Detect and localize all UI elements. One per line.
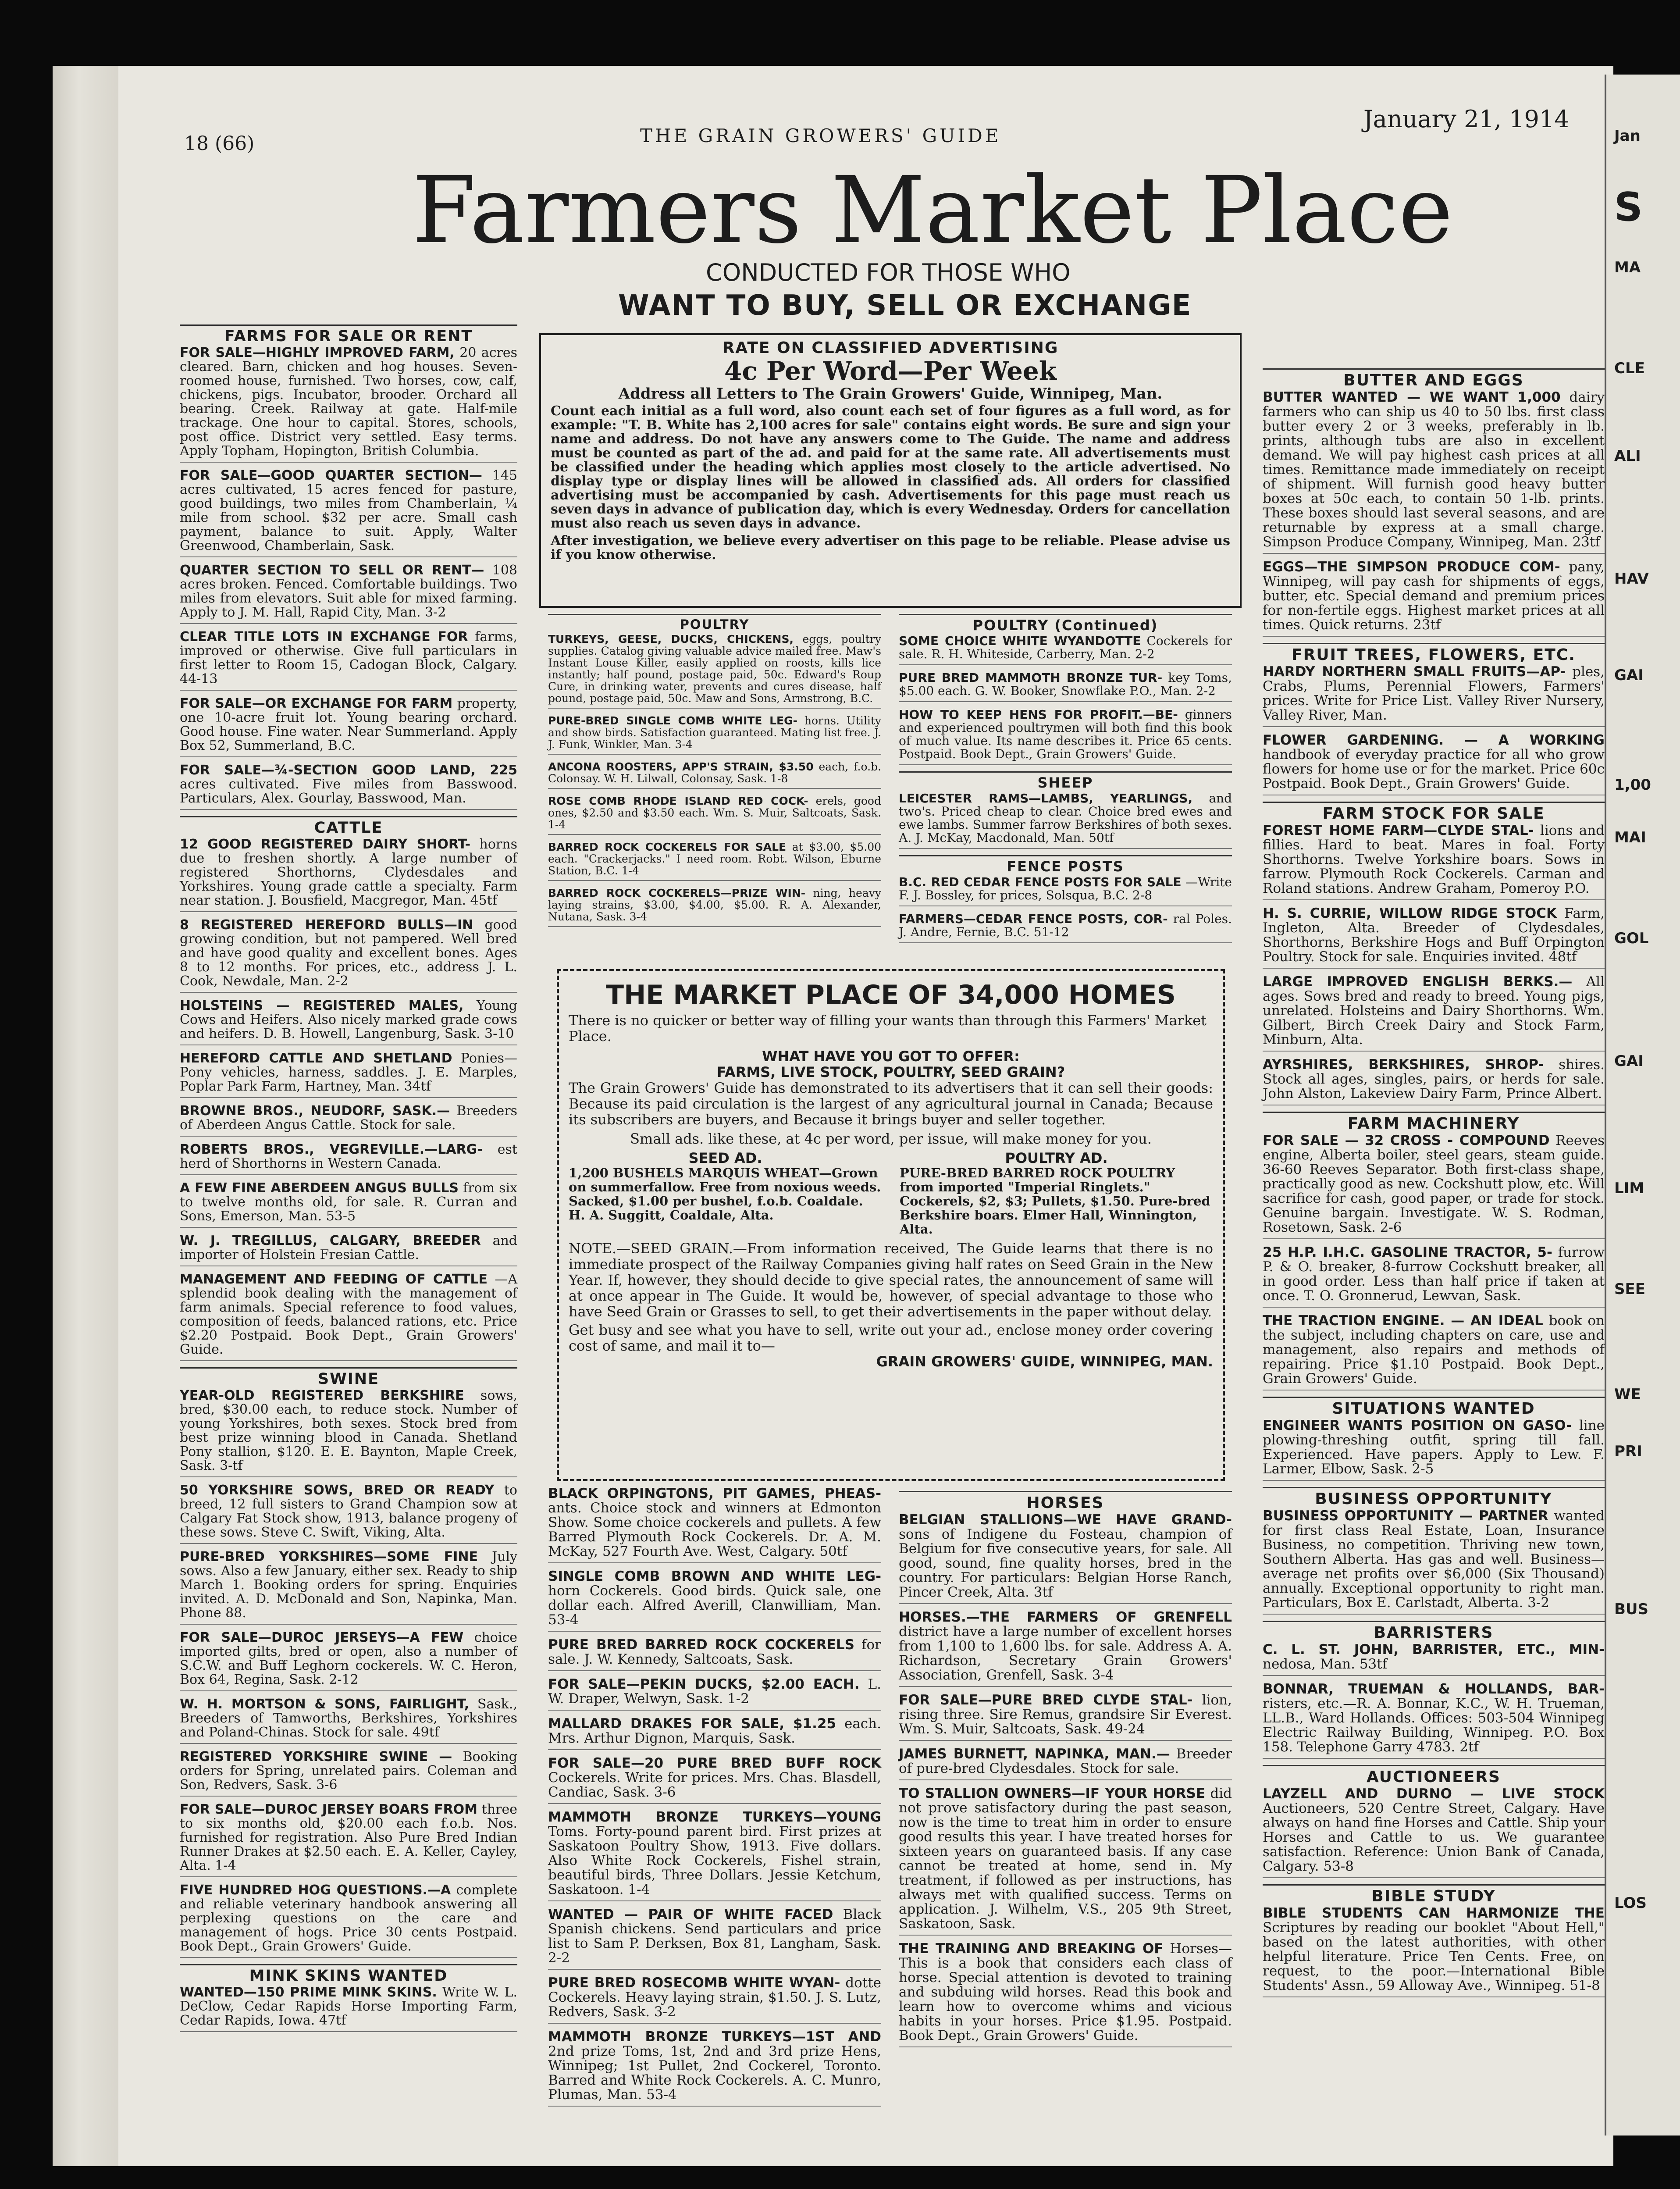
classified-ad <box>180 1483 517 1544</box>
ad-text: dairy farmers who can ship us 40 to 50 lbs. first class butter every 2 or 3 weeks, preferably in lb. prints, although tubs are also in excellent demand. We will pay highest cash prices at all times. Remittance made immediately on receipt of shipment. Will furnish good heavy butter boxes at 50c each, to contain 50 1-lb. prints. These boxes should last several seasons, and are returnable by express at a small charge. Simpson Produce Company, Winnipeg, Man. 23tf <box>1263 389 1605 550</box>
section-heading: FARMS FOR SALE OR RENT <box>180 324 517 343</box>
adjacent-page-text: GOL <box>1614 930 1649 947</box>
poultry-ad-title: POULTRY AD. <box>1005 1150 1108 1166</box>
market-note: NOTE.—SEED GRAIN.—From information received, The Guide learns that there is no immediate prospect of the Railway Companies giving half rates on Seed Grain in the New Year. If, however, they should decide to give special rates, the announcement of same will at once appear in The Guide. It would be, however, of special advantage to those who have Seed Grain or Grasses to sell, to get their advertisements in the paper without delay. <box>569 1240 1213 1320</box>
classified-ad <box>180 1883 517 1958</box>
ad-lead: QUARTER SECTION TO SELL OR RENT— <box>180 563 484 578</box>
classified-ad <box>180 999 517 1045</box>
section-heading: BARRISTERS <box>1263 1621 1605 1640</box>
ad-text: book on the subject, including chapters on care, use and management, also repairs and methods of repairing. Price $1.10 Postpaid. Book Dept., Grain Growers' Guide. <box>1263 1313 1605 1387</box>
ad-lead: FLOWER GARDENING. — A WORKING <box>1263 732 1605 748</box>
ad-text: Reeves engine, Alberta boiler, steel gears, steam guide. 36-60 Reeves Separator. Both first-class shape, practically good as new. Cockshutt plow, etc. Will sacrifice for cash, good paper, or trade for stock. Genuine bargain. Investigate. W. S. Rodman, Rosetown, Sask. 2-6 <box>1263 1133 1605 1235</box>
ad-lead: BARRED ROCK COCKERELS FOR SALE <box>548 841 787 853</box>
column-4 <box>1263 364 1605 2004</box>
classified-ad <box>180 1052 517 1098</box>
ad-lead: 25 H.P. I.H.C. GASOLINE TRACTOR, 5- <box>1263 1244 1552 1260</box>
ad-text: Auctioneers, 520 Centre Street, Calgary. Have always on hand fine Horses and Cattle. Ship your Horses and Cattle to us. We guarantee satisfaction. Reference: Union Bank of Canada, Calgary. 53-8 <box>1263 1800 1605 1874</box>
market-signature: GRAIN GROWERS' GUIDE, WINNIPEG, MAN. <box>876 1353 1213 1370</box>
adjacent-page-text: CLE <box>1614 360 1645 377</box>
page-subtitle: CONDUCTED FOR THOSE WHO <box>706 259 1071 286</box>
classified-ad <box>548 2030 881 2107</box>
page-edge <box>53 66 118 2166</box>
classified-ad <box>899 913 1232 943</box>
ad-lead: JAMES BURNETT, NAPINKA, MAN.— <box>899 1746 1170 1762</box>
issue-date: January 21, 1914 <box>1363 105 1570 133</box>
ad-text: each. Mrs. Arthur Dignon, Marquis, Sask. <box>548 1716 881 1746</box>
classified-ad <box>899 671 1232 702</box>
section-heading: MINK SKINS WANTED <box>180 1964 517 1983</box>
classified-ad <box>899 1610 1232 1687</box>
classified-ad <box>1263 975 1605 1052</box>
classified-ad <box>180 1104 517 1137</box>
market-question: WHAT HAVE YOU GOT TO OFFER: <box>762 1048 1020 1065</box>
rate-footer: After investigation, we believe every advertiser on this page to be reliable. Please advise us if you know otherwise. <box>551 533 1230 563</box>
ad-text: to breed, 12 full sisters to Grand Champion sow at Calgary Fat Stock show, 1913, balance progeny of these sows. Steve C. Swift, Viking, Alta. <box>180 1483 517 1540</box>
classified-ad <box>899 1513 1232 1604</box>
adjacent-page-text: SEE <box>1614 1280 1645 1298</box>
ad-lead: ENGINEER WANTS POSITION ON GASO- <box>1263 1418 1572 1433</box>
ad-lead: HOLSTEINS — REGISTERED MALES, <box>180 998 464 1013</box>
classified-ad <box>548 1638 881 1671</box>
ad-lead: MANAGEMENT AND FEEDING OF CATTLE <box>180 1272 488 1287</box>
classified-ad <box>1263 1134 1605 1239</box>
classified-ad <box>548 795 881 835</box>
ad-text: Horses—This is a book that considers each class of horse. Special attention is devoted to training and subduing wild horses. Read this book and learn how to overcome whims and vicious habits in your horses. Price $1.95. Postpaid. Book Dept., Grain Growers' Guide. <box>899 1941 1232 2043</box>
classified-ad <box>180 1803 517 1877</box>
adjacent-page-text: S <box>1614 184 1643 230</box>
rate-address: Address all Letters to The Grain Growers' Guide, Winnipeg, Man. <box>618 385 1163 403</box>
ad-text: 20 acres cleared. Barn, chicken and hog houses. Seven-roomed house, furnished. Two horses, cow, calf, chickens, pigs. Incubator, brooder. Orchard all bearing. Creek. Railway at gate. Half-mile trackage. One hour to capital. Stores, schools, post office. District very settled. Easy terms. Apply Topham, Hopington, British Columbia. <box>180 345 517 459</box>
ad-lead: FOR SALE—PEKIN DUCKS, $2.00 EACH. <box>548 1676 860 1692</box>
section-heading: POULTRY <box>548 614 881 631</box>
classified-ad <box>1263 1643 1605 1676</box>
ad-lead: SOME CHOICE WHITE WYANDOTTE <box>899 634 1141 648</box>
ad-text: ginners and experienced poultrymen will both find this book of much value. Its name describes it. Price 65 cents. Postpaid. Book Dept., Grain Growers' Guide. <box>899 707 1232 761</box>
column-3-lower <box>899 1487 1232 2054</box>
ad-text: Young Cows and Heifers. Also nicely marked grade cows and heifers. D. B. Howell, Langenburg, Sask. 3-10 <box>180 998 517 1041</box>
ad-text: Cockerels for sale. R. H. Whiteside, Carberry, Man. 2-2 <box>899 634 1232 661</box>
ad-lead: BIBLE STUDENTS CAN HARMONIZE THE <box>1263 1905 1605 1921</box>
section-heading: BUSINESS OPPORTUNITY <box>1263 1487 1605 1506</box>
classified-ad <box>548 841 881 881</box>
classified-ad <box>548 1677 881 1711</box>
ad-lead: REGISTERED YORKSHIRE SWINE — <box>180 1749 452 1765</box>
classified-ad <box>180 1550 517 1625</box>
seed-ad-title: SEED AD. <box>688 1150 762 1166</box>
ad-text: district have a large number of excellent horses from 1,100 to 1,600 lbs. for sale. Address A. A. Richardson, Secretary Grain Growers' Association, Grenfell, Sask. 3-4 <box>899 1624 1232 1683</box>
ad-text: Cockerels. Write for prices. Mrs. Chas. Blasdell, Candiac, Sask. 3-6 <box>548 1770 881 1800</box>
section-heading: BUTTER AND EGGS <box>1263 368 1605 388</box>
classified-ad <box>1263 906 1605 969</box>
ad-text: July sows. Also a few January, either sex. Ready to ship March 1. Booking orders for spring. Enquiries invited. A. D. McDonald and Son, Napinka, Man. Phone 88. <box>180 1549 517 1621</box>
market-closing: Get busy and see what you have to sell, write out your ad., enclose money order covering cost of same, and mail it to— <box>569 1322 1213 1354</box>
ad-text: Sask., Breeders of Tamworths, Berkshires, Yorkshires and Poland-Chinas. Stock for sale. 49tf <box>180 1697 517 1740</box>
ad-text: key Toms, $5.00 each. G. W. Booker, Snowflake P.O., Man. 2-2 <box>899 670 1232 698</box>
ad-text: each, f.o.b. Colonsay. W. H. Lilwall, Colonsay, Sask. 1-8 <box>548 760 881 785</box>
ad-lead: SINGLE COMB BROWN AND WHITE LEG- <box>548 1569 881 1584</box>
classified-ad <box>899 1693 1232 1741</box>
ad-lead: WANTED—150 PRIME MINK SKINS. <box>180 1985 437 2000</box>
seed-sample <box>569 1150 882 1236</box>
page-number: 18 (66) <box>184 132 255 155</box>
classified-ad <box>180 838 517 912</box>
classified-ad <box>180 1273 517 1361</box>
adjacent-page-text: WE <box>1614 1386 1641 1403</box>
ad-text: horns. Utility and show birds. Satisfaction guaranteed. Mating list free. J. J. Funk, Winkler, Man. 3-4 <box>548 714 881 751</box>
classified-ad <box>548 1756 881 1804</box>
ad-lead: ROBERTS BROS., VEGREVILLE.—LARG- <box>180 1142 483 1157</box>
adjacent-page-text: GAI <box>1614 667 1644 684</box>
ad-lead: BARRED ROCK COCKERELS—PRIZE WIN- <box>548 887 806 899</box>
adjacent-page-text: PRI <box>1614 1443 1642 1460</box>
ad-lead: THE TRAINING AND BREAKING OF <box>899 1941 1164 1957</box>
section-heading: FRUIT TREES, FLOWERS, ETC. <box>1263 643 1605 662</box>
ad-lead: EGGS—THE SIMPSON PRODUCE COM- <box>1263 559 1560 575</box>
ad-lead: LAYZELL AND DURNO — LIVE STOCK <box>1263 1786 1605 1802</box>
ad-lead: BELGIAN STALLIONS—WE HAVE GRAND- <box>899 1512 1232 1528</box>
adjacent-page-text: GAI <box>1614 1052 1644 1070</box>
ad-lead: C. L. ST. JOHN, BARRISTER, ETC., MIN- <box>1263 1642 1605 1658</box>
classified-ad <box>1263 733 1605 795</box>
classified-ad <box>180 1234 517 1266</box>
ad-lead: FOR SALE—GOOD QUARTER SECTION— <box>180 468 482 483</box>
ad-lead: 12 GOOD REGISTERED DAIRY SHORT- <box>180 837 471 852</box>
ad-text: at $3.00, $5.00 each. "Crackerjacks." I need room. Robt. Wilson, Eburne Station, B.C. 1-4 <box>548 841 882 877</box>
adjacent-page-text: MA <box>1614 259 1641 276</box>
classified-ad <box>548 1907 881 1970</box>
section-heading: SITUATIONS WANTED <box>1263 1397 1605 1416</box>
poultry-sample <box>900 1150 1213 1236</box>
classified-ad <box>548 715 881 755</box>
column-2 <box>548 610 881 933</box>
market-small: Small ads. like these, at 4c per word, per issue, will make money for you. <box>630 1130 1152 1147</box>
ad-text: ants. Choice stock and winners at Edmonton Show. Some choice cockerels and pullets. A few Barred Plymouth Rock Cockerels. Dr. A. M. McKay, 527 Fourth Ave. West, Calgary. 50tf <box>548 1500 881 1559</box>
classified-ad <box>180 1986 517 2032</box>
ad-lead: B.C. RED CEDAR FENCE POSTS FOR SALE <box>899 875 1182 889</box>
ad-text: good growing condition, but not pampered. Well bred and have good quality and excellent bones. Ages 8 to 12 months. For prices, etc., address J. L. Cook, Newdale, Man. 2-2 <box>180 917 517 989</box>
section-heading: SHEEP <box>899 771 1232 789</box>
adjacent-page-text: BUS <box>1614 1601 1649 1618</box>
classified-ad <box>1263 1509 1605 1615</box>
ad-lead: FOR SALE—PURE BRED CLYDE STAL- <box>899 1692 1193 1708</box>
section-heading: BIBLE STUDY <box>1263 1884 1605 1904</box>
ad-text: risters, etc.—R. A. Bonnar, K.C., W. H. Trueman, LL.B., Ward Hollands. Offices: 503-504 Winnipeg Electric Railway Building, Winnipeg. P.O. Box 158. Telephone Garry 4783. 2tf <box>1263 1696 1605 1755</box>
classified-ad <box>899 635 1232 665</box>
ad-lead: 50 YORKSHIRE SOWS, BRED OR READY <box>180 1483 495 1498</box>
ad-text: lions and fillies. Hard to beat. Mares in foal. Forty Shorthorns. Twelve Yorkshire boars. Sows in farrow. Plymouth Rock Cockerels. Carman and Roland stations. Andrew Graham, Pomeroy P.O. <box>1263 823 1605 896</box>
section-heading: SWINE <box>180 1367 517 1386</box>
ad-lead: FOR SALE — 32 CROSS - COMPOUND <box>1263 1133 1550 1148</box>
adjacent-page-text: Jan <box>1614 127 1641 145</box>
classified-ad <box>180 1181 517 1228</box>
classified-ad <box>1263 824 1605 900</box>
market-title: THE MARKET PLACE OF 34,000 HOMES <box>606 980 1176 1010</box>
ad-text: L. W. Draper, Welwyn, Sask. 1-2 <box>548 1676 881 1707</box>
market-offer: FARMS, LIVE STOCK, POULTRY, SEED GRAIN? <box>716 1064 1065 1080</box>
ad-text: ning, heavy laying strains, $3.00, $4.00, $5.00. R. A. Alexander, Nutana, Sask. 3-4 <box>548 887 881 923</box>
ad-lead: HARDY NORTHERN SMALL FRUITS—AP- <box>1263 664 1566 680</box>
classified-ad <box>180 346 517 463</box>
adjacent-page-edge <box>1605 75 1680 2136</box>
ad-text: property, one 10-acre fruit lot. Young bearing orchard. Good house. Fine water. Near Summerland. Apply Box 52, Summerland, B.C. <box>180 696 517 753</box>
adjacent-page-text: HAV <box>1614 570 1649 588</box>
classified-ad <box>180 630 517 691</box>
ad-lead: ANCONA ROOSTERS, APP'S STRAIN, $3.50 <box>548 760 814 773</box>
adjacent-page-text: ALI <box>1614 447 1641 465</box>
section-heading: AUCTIONEERS <box>1263 1765 1605 1784</box>
ad-lead: LARGE IMPROVED ENGLISH BERKS.— <box>1263 974 1573 990</box>
ad-text: Toms. Forty-pound parent bird. First prizes at Saskatoon Poultry Show, 1913. Five dollars. Also White Rock Cockerels, Fishel strain, beautiful birds, Three Dollars. Jessie Ketchum, Saskatoon. 1-4 <box>548 1824 881 1897</box>
classified-ad <box>899 1786 1232 1936</box>
ad-text: horn Cockerels. Good birds. Quick sale, one dollar each. Alfred Averill, Clanwilliam, Man. 53-4 <box>548 1583 881 1628</box>
poultry-ad-text: PURE-BRED BARRED ROCK POULTRY from imported "Imperial Ringlets." Cockerels, $2, $3; Pullets, $1.50. Pure-bred Berkshire boars. Elmer Hall, Winnington, Alta. <box>900 1166 1210 1237</box>
ad-lead: ROSE COMB RHODE ISLAND RED COCK- <box>548 795 808 807</box>
ad-lead: BONNAR, TRUEMAN & HOLLANDS, BAR- <box>1263 1681 1605 1697</box>
ad-text: Write W. L. DeClow, Cedar Rapids Horse Importing Farm, Cedar Rapids, Iowa. 47tf <box>180 1985 517 2028</box>
ad-text: —Write F. J. Bossley, for prices, Solsqua, B.C. 2-8 <box>899 875 1232 902</box>
rate-box <box>539 333 1242 608</box>
classified-ad <box>548 1717 881 1750</box>
classified-ad <box>899 876 1232 906</box>
ad-lead: BUSINESS OPPORTUNITY — PARTNER <box>1263 1508 1548 1524</box>
ad-text: pany, Winnipeg, will pay cash for shipments of eggs, butter, etc. Special demand and premium prices for non-fertile eggs. Highest market prices at all times. Quick returns. 23tf <box>1263 559 1605 633</box>
ad-text: 145 acres cultivated, 15 acres fenced for pasture, good buildings, two miles from Chamberlain, ¼ mile from school. $32 per acre. Small cash payment, balance to suit. Apply, Walter Greenwood, Chamberlain, Sask. <box>180 468 518 553</box>
ad-lead: PURE-BRED SINGLE COMB WHITE LEG- <box>548 714 798 727</box>
classified-ad <box>548 1569 881 1632</box>
ad-text: All ages. Sows bred and ready to breed. Young pigs, unrelated. Holsteins and Dairy Shorthorns. Wm. Gilbert, Birch Creek Dairy and Stock Farm, Minburn, Alta. <box>1263 974 1605 1048</box>
ad-text: wanted for first class Real Estate, Loan, Insurance Business, no competition. Thriving new town, Southern Alberta. Has gas and well. Business—average net profits over $6,000 (Six Thousand) annually. Exceptional opportunity to right man. Particulars, Box E. Carlstadt, Alberta. 3-2 <box>1263 1508 1605 1611</box>
classified-ad <box>180 1750 517 1797</box>
ad-text: Breeders of Aberdeen Angus Cattle. Stock for sale. <box>180 1103 518 1133</box>
classified-ad <box>180 1697 517 1744</box>
ad-text: Booking orders for Spring, unrelated pairs. Coleman and Son, Redvers, Sask. 3-6 <box>180 1749 517 1793</box>
ad-lead: FOREST HOME FARM—CLYDE STAL- <box>1263 823 1534 838</box>
ad-text: 108 acres broken. Fenced. Comfortable buildings. Two miles from elevators. Suit able for mixed farming. Apply to J. M. Hall, Rapid City, Man. 3-2 <box>180 563 517 620</box>
rate-heading: RATE ON CLASSIFIED ADVERTISING <box>722 339 1059 357</box>
ad-text: line plowing-threshing outfit, spring till fall. Experienced. Have papers. Apply to Lew. F. Larmer, Elbow, Sask. 2-5 <box>1263 1418 1605 1477</box>
ad-lead: FIVE HUNDRED HOG QUESTIONS.—A <box>180 1882 451 1898</box>
classified-ad <box>1263 1419 1605 1481</box>
ad-text: horns due to freshen shortly. A large number of registered Shorthorns, Clydesdales and Yorkshires. Young grade cattle a specialty. Farm near station. J. Bousfield, Macgregor, Man. 45tf <box>180 837 517 908</box>
ad-lead: BLACK ORPINGTONS, PIT GAMES, PHEAS- <box>548 1486 881 1501</box>
ad-lead: HORSES.—THE FARMERS OF GRENFELL <box>899 1609 1232 1625</box>
seed-ad-text: 1,200 BUSHELS MARQUIS WHEAT—Grown on summerfallow. Free from noxious weeds. Sacked, $1.00 per bushel, f.o.b. Coaldale. H. A. Suggitt, Coaldale, Alta. <box>569 1166 881 1223</box>
ad-text: Black Spanish chickens. Send particulars and price list to Sam P. Derksen, Box 81, Langham, Sask. 2-2 <box>548 1907 881 1966</box>
ad-text: and importer of Holstein Fresian Cattle. <box>180 1233 517 1262</box>
ad-lead: W. H. MORTSON & SONS, FAIRLIGHT, <box>180 1697 470 1712</box>
ad-text: Ponies—Pony vehicles, harness, saddles. J. E. Marples, Poplar Park Farm, Hartney, Man. 34tf <box>180 1051 517 1094</box>
page-tagline: WANT TO BUY, SELL OR EXCHANGE <box>618 289 1192 322</box>
ad-lead: PURE BRED MAMMOTH BRONZE TUR- <box>899 670 1163 685</box>
classified-ad <box>1263 1314 1605 1390</box>
ad-text: furrow P. & O. breaker, 8-furrow Cockshutt breaker, all in good order. Less than half price if taken at once. T. O. Gronnerud, Lewvan, Sask. <box>1263 1244 1605 1304</box>
ad-text: choice imported gilts, bred or open, also a number of S.C.W. and Buff Leghorn cockerels. W. C. Heron, Box 64, Regina, Sask. 2-12 <box>180 1630 517 1687</box>
classified-ad <box>180 563 517 624</box>
classified-ad <box>1263 1245 1605 1308</box>
classified-ad <box>180 1143 517 1175</box>
ad-text: did not prove satisfactory during the past season, now is the time to treat him in order to ensure good results this year. I have treated horses for sixteen years on guaranteed basis. If any case cannot be treated at home, send in. My treatment, if followed as per instructions, has always met with qualified success. Terms on application. J. Wilhelm, V.S., 205 9th Street, Saskatoon, Sask. <box>899 1786 1232 1932</box>
classified-ad <box>1263 1682 1605 1759</box>
ad-lead: FOR SALE—¾-SECTION GOOD LAND, 225 <box>180 763 517 778</box>
ad-text: —A splendid book dealing with the management of farm animals. Special reference to food values, composition of feeds, balanced rations, etc. Price $2.20 Postpaid. Book Dept., Grain Growers' Guide. <box>180 1272 518 1357</box>
section-heading: FARM STOCK FOR SALE <box>1263 802 1605 821</box>
ad-text: complete and reliable veterinary handbook answering all perplexing questions on the care and management of hogs. Price 30 cents Postpaid. Book Dept., Grain Growers' Guide. <box>180 1882 517 1954</box>
ad-text: Breeder of pure-bred Clydesdales. Stock for sale. <box>899 1746 1232 1776</box>
ad-text: dotte Cockerels. Heavy laying strain, $1.50. J. S. Lutz, Redvers, Sask. 3-2 <box>548 1975 881 2020</box>
ad-text: Farm, Ingleton, Alta. Breeder of Clydesdales, Shorthorns, Berkshire Hogs and Buff Orpington Poultry. Stock for sale. Enquiries invited. 48tf <box>1263 906 1605 965</box>
ad-lead: FOR SALE—DUROC JERSEY BOARS FROM <box>180 1802 478 1817</box>
newspaper-page <box>53 66 1613 2166</box>
ad-lead: PURE-BRED YORKSHIRES—SOME FINE <box>180 1549 478 1565</box>
section-heading: POULTRY (Continued) <box>899 614 1232 632</box>
ad-text: farms, improved or otherwise. Give full particulars in first letter to Room 15, Cadogan Block, Calgary. 44-13 <box>180 629 517 687</box>
classified-ad <box>548 1810 881 1901</box>
classified-ad <box>180 918 517 993</box>
ad-lead: TO STALLION OWNERS—IF YOUR HORSE <box>899 1786 1206 1801</box>
section-heading: FENCE POSTS <box>899 855 1232 873</box>
ad-text: for sale. J. W. Kennedy, Saltcoats, Sask. <box>548 1637 881 1667</box>
ad-text: sons of Indigene du Fosteau, champion of Belgium for five consecutive years, for sale. All good, sound, fine quality horses, bred in the country. For particulars: Belgian Horse Ranch, Pincer Creek, Alta. 3tf <box>899 1526 1232 1600</box>
ad-text: ples, Crabs, Plums, Perennial Flowers, Farmers' prices. Write for Price List. Valley River Nursery, Valley River, Man. <box>1263 664 1605 723</box>
ad-lead: AYRSHIRES, BERKSHIRES, SHROP- <box>1263 1057 1544 1073</box>
ad-lead: FOR SALE—OR EXCHANGE FOR FARM <box>180 696 453 711</box>
classified-ad <box>180 763 517 810</box>
column-3 <box>899 610 1232 949</box>
ad-lead: TURKEYS, GEESE, DUCKS, CHICKENS, <box>548 633 794 645</box>
ad-text: from six to twelve months old, for sale. R. Curran and Sons, Emerson, Man. 53-5 <box>180 1180 518 1224</box>
rate-body: Count each initial as a full word, also count each set of four figures as a full word, as for example: "T. B. White has 2,100 acres for sale" contains eight words. Be sure and sign your name and address. Do not have any answers come to The Guide. The name and address must be counted as part of the ad. and paid for at the same rate. All advertisements must be classified under the heading which applies most closely to the article advertised. No display type or display lines will be allowed in classified ads. All orders for classified advertising must be accompanied by cash. Advertisements for this page must reach us seven days in advance of publication day, which is every Wednesday. Orders for cancellation must also reach us seven days in advance. <box>551 403 1230 531</box>
ad-lead: PURE BRED BARRED ROCK COCKERELS <box>548 1637 854 1653</box>
ad-lead: H. S. CURRIE, WILLOW RIDGE STOCK <box>1263 906 1557 921</box>
ad-text: three to six months old, $20.00 each f.o.b. Nos. furnished for registration. Also Pure Bred Indian Runner Drakes at $2.50 each. E. A. Keller, Cayley, Alta. 1-4 <box>180 1802 517 1873</box>
ad-text: nedosa, Man. 53tf <box>1263 1656 1388 1672</box>
ad-text: Scriptures by reading our booklet "About Hell," based on the latest authorities, with other helpful literature. Price Ten Cents. Free, on request, to the poor.—International Bible Students' Assn., 59 Alloway Ave., Winnipeg. 51-8 <box>1263 1920 1605 1993</box>
classified-ad <box>1263 1906 1605 1997</box>
adjacent-page-text: LOS <box>1614 1894 1647 1912</box>
ad-text: shires. Stock all ages, singles, pairs, or herds for sale. John Alston, Lakeview Dairy Farm, Prince Albert. <box>1263 1057 1605 1102</box>
ad-lead: FOR SALE—20 PURE BRED BUFF ROCK <box>548 1755 881 1771</box>
ad-lead: LEICESTER RAMS—LAMBS, YEARLINGS, <box>899 791 1193 806</box>
column-1 <box>180 320 517 2038</box>
ad-lead: CLEAR TITLE LOTS IN EXCHANGE FOR <box>180 629 468 645</box>
ad-text: eggs, poultry supplies. Catalog giving valuable advice mailed free. Maw's Instant Louse Killer, easily applied on roosts, kills lice instantly; half pound, postage paid, 50c. Edward's Roup Cure, in drinking water, prevents and cures disease, half pound, postage paid, 50c. Maw and Sons, Armstrong, B.C. <box>548 633 881 705</box>
classified-ad <box>1263 665 1605 727</box>
ad-lead: MAMMOTH BRONZE TURKEYS—1ST AND <box>548 2029 881 2045</box>
sample-ads <box>569 1150 1213 1236</box>
classified-ad <box>180 469 517 557</box>
ad-text: 2nd prize Toms, 1st, 2nd and 3rd prize Hens, Winnipeg; 1st Pullet, 2nd Cockerel, Toronto. Barred and White Rock Cockerels. A. C. Munro, Plumas, Man. 53-4 <box>548 2043 881 2103</box>
ad-lead: THE TRACTION ENGINE. — AN IDEAL <box>1263 1313 1543 1329</box>
classified-ad <box>548 887 881 927</box>
rate-price: 4c Per Word—Per Week <box>724 356 1057 386</box>
ad-lead: FARMERS—CEDAR FENCE POSTS, COR- <box>899 912 1168 926</box>
classified-ad <box>899 1942 1232 2047</box>
ad-lead: A FEW FINE ABERDEEN ANGUS BULLS <box>180 1180 459 1196</box>
classified-ad <box>548 633 881 709</box>
market-place-box <box>557 969 1225 1481</box>
ad-text: sows, bred, $30.00 each, to reduce stock. Number of young Yorkshires, both sexes. Stock bred from best prize winning blood in Canada. Shetland Pony stallion, $120. E. E. Baynton, Maple Creek, Sask. 3-tf <box>180 1388 518 1473</box>
classified-ad <box>1263 560 1605 637</box>
ad-lead: FOR SALE—DUROC JERSEYS—A FEW <box>180 1630 464 1645</box>
classified-ad <box>180 1389 517 1477</box>
section-heading: FARM MACHINERY <box>1263 1112 1605 1131</box>
ad-lead: FOR SALE—HIGHLY IMPROVED FARM, <box>180 345 455 360</box>
classified-ad <box>899 1747 1232 1780</box>
ad-text: erels, good ones, $2.50 and $3.50 each. Wm. S. Muir, Saltcoats, Sask. 1-4 <box>548 795 881 831</box>
ad-lead: BROWNE BROS., NEUDORF, SASK.— <box>180 1103 450 1119</box>
classified-ad <box>548 1976 881 2024</box>
page-title: Farmers Market Place <box>412 157 1453 264</box>
classified-ad <box>1263 1058 1605 1105</box>
ad-text: acres cultivated. Five miles from Basswood. Particulars, Alex. Gourlay, Basswood, Man. <box>180 777 517 806</box>
classified-ad <box>1263 390 1605 554</box>
ad-lead: PURE BRED ROSECOMB WHITE WYAN- <box>548 1975 840 1991</box>
ad-lead: HOW TO KEEP HENS FOR PROFIT.—BE- <box>899 707 1178 722</box>
classified-ad <box>548 761 881 789</box>
ad-lead: BUTTER WANTED — WE WANT 1,000 <box>1263 389 1561 405</box>
ad-text: handbook of everyday practice for all who grow flowers for home use or for the market. Price 60c Postpaid. Book Dept., Grain Growers' Guide. <box>1263 747 1605 791</box>
ad-lead: YEAR-OLD REGISTERED BERKSHIRE <box>180 1388 464 1403</box>
ad-lead: 8 REGISTERED HEREFORD BULLS—IN <box>180 917 473 933</box>
ad-text: and two's. Priced cheap to clear. Choice bred ewes and ewe lambs. Summer farrow Berkshires of both sexes. A. J. McKay, Macdonald, Man. 50tf <box>899 791 1232 845</box>
column-2-lower <box>548 1487 881 2113</box>
classified-ad <box>180 697 517 757</box>
ad-lead: W. J. TREGILLUS, CALGARY, BREEDER <box>180 1233 481 1248</box>
ad-lead: HEREFORD CATTLE AND SHETLAND <box>180 1051 452 1066</box>
classified-ad <box>899 708 1232 765</box>
section-heading: CATTLE <box>180 816 517 835</box>
section-heading: HORSES <box>899 1491 1232 1510</box>
ad-text: ral Poles. J. Andre, Fernie, B.C. 51-12 <box>899 912 1232 939</box>
publication-name: THE GRAIN GROWERS' GUIDE <box>640 125 1001 146</box>
classified-ad <box>899 792 1232 849</box>
ad-lead: MALLARD DRAKES FOR SALE, $1.25 <box>548 1716 836 1732</box>
market-intro: There is no quicker or better way of filling your wants than through this Farmers' Market Place. <box>569 1012 1207 1045</box>
ad-lead: MAMMOTH BRONZE TURKEYS—YOUNG <box>548 1809 881 1825</box>
adjacent-page-text: LIM <box>1614 1180 1644 1197</box>
ad-lead: WANTED — PAIR OF WHITE FACED <box>548 1907 833 1922</box>
adjacent-page-text: 1,00 <box>1614 776 1651 794</box>
classified-ad <box>1263 1787 1605 1878</box>
ad-text: lion, rising three. Sire Remus, grandsire Sir Everest. Wm. S. Muir, Saltcoats, Sask. 49-24 <box>899 1692 1232 1737</box>
adjacent-page-text: MAI <box>1614 829 1646 846</box>
ad-text: est herd of Shorthorns in Western Canada. <box>180 1142 518 1171</box>
classified-ad <box>548 1487 881 1563</box>
classified-ad <box>180 1631 517 1691</box>
market-body: The Grain Growers' Guide has demonstrated to its advertisers that it can sell their goods: Because its paid circulation is the largest of any agricultural journal in Canada; Because its subscribers are buyers, and Because it brings buyer and seller together. <box>569 1080 1213 1128</box>
